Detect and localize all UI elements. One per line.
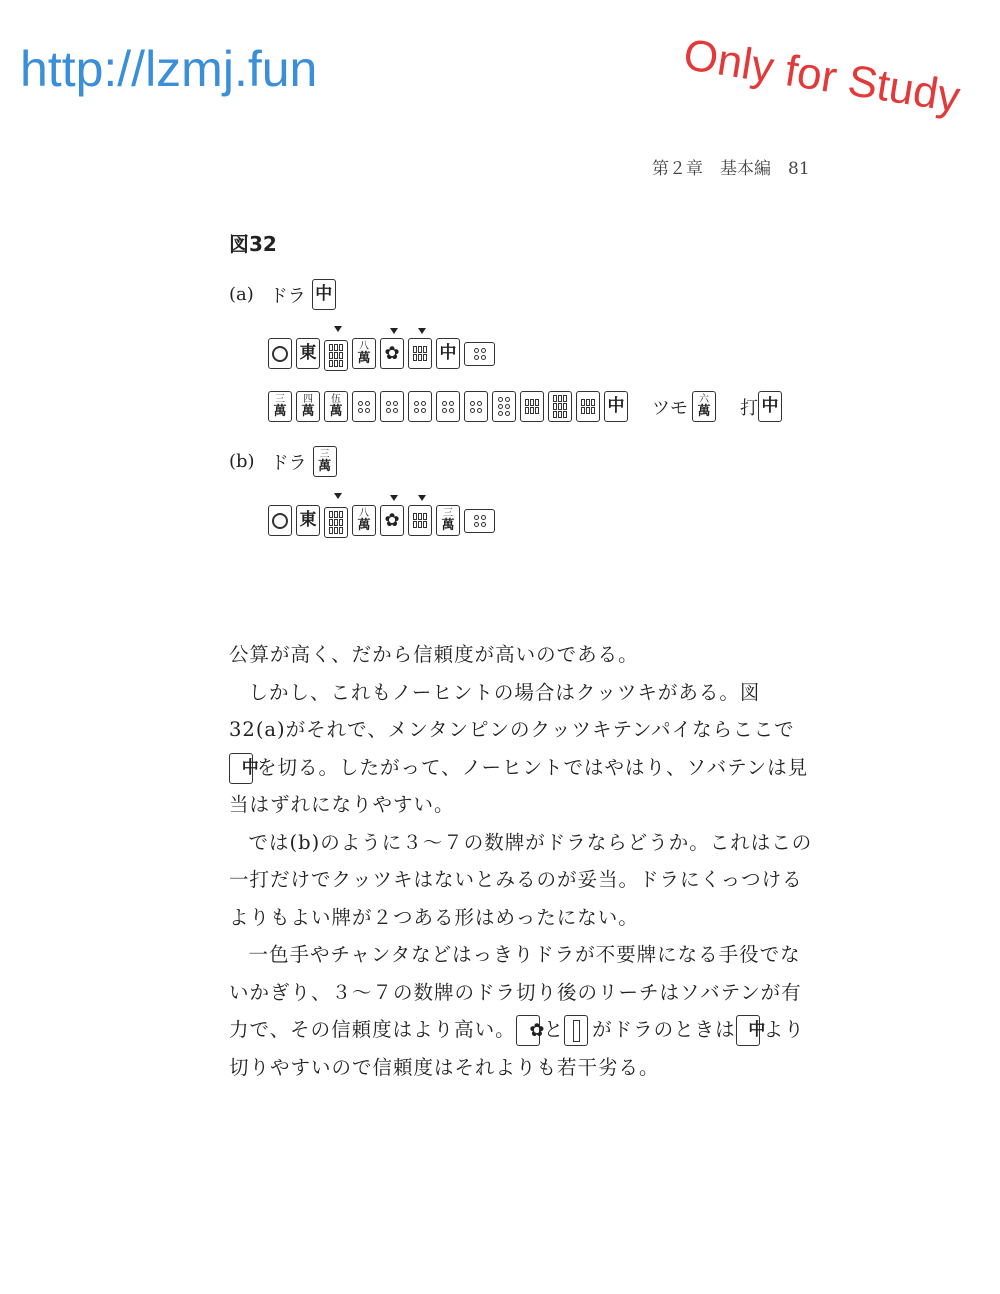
tile-man5: 伍 萬 bbox=[324, 391, 348, 422]
tile-east: 東 bbox=[296, 505, 320, 536]
tile-man8: 八 萬 bbox=[352, 338, 376, 369]
inline-tile-sou1: ✿ bbox=[516, 1015, 540, 1046]
inline-tile-sou2 bbox=[564, 1015, 588, 1046]
tedashi-marker bbox=[418, 495, 426, 501]
paragraph-4 bbox=[229, 936, 814, 1086]
tile-man3: 三 萬 bbox=[268, 391, 292, 422]
tsumo-tile-man6: 六 萬 bbox=[692, 391, 716, 422]
paragraph-2-part-c: を切る。したがって、ノーヒントではやはり、ソバテンは見当はずれになりやすい。 bbox=[229, 755, 809, 816]
figure-a-dora-row bbox=[229, 279, 340, 310]
tedashi-marker bbox=[334, 326, 342, 332]
inline-tile-chun: 中 bbox=[229, 753, 253, 784]
tedashi-marker bbox=[334, 493, 342, 499]
figure-title: 図32 bbox=[229, 232, 277, 256]
figure-a-river bbox=[268, 336, 499, 371]
tsumo-label: ツモ bbox=[652, 397, 688, 419]
tile-sou8 bbox=[408, 338, 432, 369]
tile-pin-c bbox=[408, 391, 432, 422]
tile-chun: 中 bbox=[604, 391, 628, 422]
paragraph-4-part-d: より切りやすいので信頼度はそれよりも若干劣る。 bbox=[229, 1018, 805, 1079]
tile-pin-a bbox=[352, 391, 376, 422]
tile-pin-e bbox=[464, 391, 488, 422]
figure-a-hand bbox=[268, 391, 786, 422]
paragraph-2 bbox=[229, 674, 814, 824]
body-text bbox=[229, 636, 814, 1086]
tile-sou-a bbox=[520, 391, 544, 422]
paragraph-2-part-b: (a)がそれで、メンタンピンのクッツキテンパイならここで bbox=[255, 718, 795, 741]
tile-sou-c bbox=[576, 391, 600, 422]
tedashi-marker bbox=[390, 328, 398, 334]
tile-sou8 bbox=[408, 505, 432, 536]
tile-man4: 四 萬 bbox=[296, 391, 320, 422]
tile-man8: 八 萬 bbox=[352, 505, 376, 536]
paragraph-4-part-b: と bbox=[543, 1018, 565, 1041]
tile-sou1: ✿ bbox=[380, 505, 404, 536]
dora-tile-man3: 三 萬 bbox=[313, 446, 337, 477]
tile-pin5-sideways bbox=[464, 342, 495, 366]
discard-tile-chun: 中 bbox=[758, 391, 782, 422]
tile-pin5-sideways bbox=[464, 509, 495, 533]
paragraph-4-part-c: がドラのときは bbox=[592, 1018, 736, 1041]
discard-label: 打 bbox=[740, 397, 758, 419]
figure-b-label: (b) bbox=[229, 451, 255, 472]
tedashi-marker bbox=[390, 495, 398, 501]
paragraph-1: 公算が高く、だから信頼度が高いのである。 bbox=[229, 643, 639, 666]
tile-sou1: ✿ bbox=[380, 338, 404, 369]
tedashi-marker bbox=[418, 328, 426, 334]
watermark-notice: Only for Study bbox=[680, 30, 964, 123]
paragraph-3: では(b)のように３～７の数牌がドラならどうか。これはこの一打だけでクッツキはないとみるのが妥当。ドラにくっつけるよりもよい牌が２つある形はめったにない。 bbox=[229, 830, 813, 929]
dora-label: ドラ bbox=[269, 285, 306, 307]
tile-pin1 bbox=[268, 338, 292, 369]
tile-pin1 bbox=[268, 505, 292, 536]
tile-man3: 三 萬 bbox=[436, 505, 460, 536]
tile-pin-d bbox=[436, 391, 460, 422]
tile-east: 東 bbox=[296, 338, 320, 369]
tile-sou-b bbox=[548, 391, 572, 422]
tile-pin-f bbox=[492, 391, 516, 422]
paragraph-2-part-a: しかし、これもノーヒントの場合はクッツキがある。図32 bbox=[229, 680, 761, 741]
dora-tile-chun: 中 bbox=[312, 279, 336, 310]
dora-label: ドラ bbox=[270, 452, 307, 474]
inline-tile-chun: 中 bbox=[736, 1015, 760, 1046]
paragraph-4-part-a: 一色手やチャンタなどはっきりドラが不要牌になる手役でないかぎり、３～７の数牌のドラ切り後のリーチはソバテンが有力で、その信頼度はより高い。 bbox=[229, 943, 802, 1041]
figure-a-label: (a) bbox=[229, 284, 254, 305]
tile-pin-b bbox=[380, 391, 404, 422]
tile-chun: 中 bbox=[436, 338, 460, 369]
figure-b-river bbox=[268, 503, 499, 538]
watermark-url: http://lzmj.fun bbox=[20, 41, 318, 97]
figure-b-dora-row bbox=[229, 446, 341, 477]
running-header: 第２章 基本編 81 bbox=[652, 159, 810, 179]
tile-sou9 bbox=[324, 507, 348, 538]
tile-sou9 bbox=[324, 340, 348, 371]
